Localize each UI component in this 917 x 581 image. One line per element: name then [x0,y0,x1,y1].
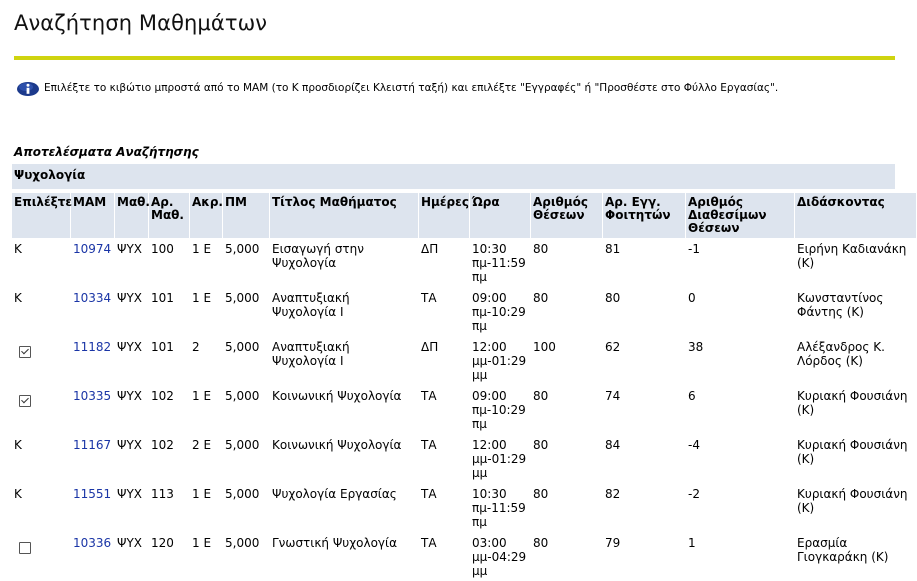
time: 09:00 πμ-10:29 πμ [472,291,526,333]
days: ΔΠ [421,242,439,256]
select-cell: Κ [14,242,22,256]
seats: 80 [533,242,549,256]
info-text: Επιλέξτε το κιβώτιο μπροστά από το ΜΑΜ (το Κ προσδιορίζει Κλειστή ταξή) και επιλέξτε "Εγγραφές" ή "Προσθέστε στο Φύλλο Εργασίας". [44,82,779,94]
time: 10:30 πμ-11:59 πμ [472,487,526,529]
enrolled: 82 [605,487,621,501]
subject-header [12,164,895,189]
enrolled: 84 [605,438,621,452]
select-cell [12,385,71,434]
course-title: Αναπτυξιακή Ψυχολογία Ι [272,340,350,368]
course-title: Γνωστική Ψυχολογία [272,536,397,550]
table-row [12,385,917,434]
page-title: Αναζήτηση Μαθημάτων [14,11,268,35]
available-seats: -1 [688,242,700,256]
subject-code: ΨΥΧ [117,340,142,354]
course-code-cell [71,385,115,434]
column-header: ΠΜ [223,193,270,238]
table-row [12,238,917,287]
select-checkbox[interactable] [19,542,31,554]
enrolled: 81 [605,242,621,256]
credits: 5,000 [225,389,260,403]
table-row [12,336,917,385]
select-cell: Κ [14,487,22,501]
select-checkbox[interactable] [19,395,31,407]
course-title: Ψυχολογία Εργασίας [272,487,397,501]
column-header: Αρ. Μαθ. [149,193,190,238]
credits: 5,000 [225,536,260,550]
course-code-cell [71,287,115,336]
section: 1 Ε [192,242,212,256]
course-title: Κοινωνική Ψυχολογία [272,438,402,452]
column-header: Αριθμός Θέσεων [531,193,603,238]
course-title: Αναπτυξιακή Ψυχολογία Ι [272,291,350,319]
time: 12:00 μμ-01:29 μμ [472,438,527,480]
credits: 5,000 [225,340,260,354]
available-seats: 38 [688,340,704,354]
instructor: Κωνσταντίνος Φάντης (Κ) [797,291,884,319]
days: ΤΑ [421,291,437,305]
results-heading: Αποτελέσματα Αναζήτησης [14,145,199,159]
results-table [12,193,917,581]
subject-label: Ψυχολογία [14,168,86,182]
time: 10:30 πμ-11:59 πμ [472,242,526,284]
section: 2 [192,340,200,354]
course-code-cell [71,532,115,581]
course-code-cell [71,434,115,483]
instructor: Ερασμία Γιογκαράκη (Κ) [797,536,889,564]
seats: 80 [533,389,549,403]
column-header: Τίτλος Μαθήματος [270,193,419,238]
table-row [12,483,917,532]
table-row [12,434,917,483]
course-code-link[interactable]: 11182 [73,340,112,354]
course-code-link[interactable]: 10974 [73,242,112,256]
credits: 5,000 [225,242,260,256]
credits: 5,000 [225,438,260,452]
course-number: 102 [151,438,174,452]
column-header: Μαθ. [115,193,149,238]
section: 2 Ε [192,438,212,452]
section: 1 Ε [192,389,212,403]
column-header: Ώρα [470,193,531,238]
course-code-link[interactable]: 11167 [73,438,112,452]
course-title: Κοινωνική Ψυχολογία [272,389,402,403]
course-code-cell [71,336,115,385]
select-cell [12,532,71,581]
column-header: Ημέρες [419,193,470,238]
subject-code: ΨΥΧ [117,389,142,403]
course-code-link[interactable]: 10335 [73,389,112,403]
instructor: Κυριακή Φουσιάνη (Κ) [797,438,908,466]
course-code-cell [71,483,115,532]
instructor: Ειρήνη Καδιανάκη (Κ) [797,242,907,270]
enrolled: 80 [605,291,621,305]
instructor: Αλέξανδρος Κ. Λόρδος (Κ) [797,340,885,368]
available-seats: 6 [688,389,696,403]
days: ΤΑ [421,487,437,501]
table-row [12,287,917,336]
course-number: 101 [151,291,174,305]
column-header: Ακρ. [190,193,223,238]
days: ΤΑ [421,389,437,403]
course-code-link[interactable]: 11551 [73,487,112,501]
table-header-row [12,193,917,238]
subject-code: ΨΥΧ [117,487,142,501]
time: 12:00 μμ-01:29 μμ [472,340,527,382]
column-header: ΜΑΜ [71,193,115,238]
instructor: Κυριακή Φουσιάνη (Κ) [797,487,908,515]
select-cell: Κ [14,438,22,452]
course-number: 120 [151,536,174,550]
select-checkbox[interactable] [19,346,31,358]
select-cell: Κ [14,291,22,305]
table-row [12,532,917,581]
seats: 80 [533,487,549,501]
course-number: 102 [151,389,174,403]
course-number: 100 [151,242,174,256]
select-cell [12,336,71,385]
column-header: Αρ. Εγγ. Φοιτητών [603,193,686,238]
enrolled: 62 [605,340,621,354]
section: 1 Ε [192,291,212,305]
column-header: Επιλέξτε [12,193,71,238]
seats: 80 [533,438,549,452]
column-header: Διδάσκοντας [795,193,917,238]
available-seats: -4 [688,438,700,452]
course-number: 113 [151,487,174,501]
available-seats: 0 [688,291,696,305]
title-divider [14,56,895,60]
seats: 80 [533,536,549,550]
info-icon [16,81,40,97]
info-message [14,80,895,98]
days: ΤΑ [421,536,437,550]
time: 03:00 μμ-04:29 μμ [472,536,527,578]
subject-code: ΨΥΧ [117,536,142,550]
subject-code: ΨΥΧ [117,242,142,256]
enrolled: 74 [605,389,621,403]
seats: 80 [533,291,549,305]
subject-code: ΨΥΧ [117,291,142,305]
course-code-link[interactable]: 10336 [73,536,112,550]
seats: 100 [533,340,556,354]
course-title: Εισαγωγή στην Ψυχολογία [272,242,364,270]
available-seats: -2 [688,487,700,501]
column-header: Αριθμός Διαθεσίμων Θέσεων [686,193,795,238]
course-code-link[interactable]: 10334 [73,291,112,305]
available-seats: 1 [688,536,696,550]
subject-code: ΨΥΧ [117,438,142,452]
enrolled: 79 [605,536,621,550]
credits: 5,000 [225,487,260,501]
credits: 5,000 [225,291,260,305]
section: 1 Ε [192,487,212,501]
course-number: 101 [151,340,174,354]
course-code-cell [71,238,115,287]
days: ΔΠ [421,340,439,354]
section: 1 Ε [192,536,212,550]
days: ΤΑ [421,438,437,452]
time: 09:00 πμ-10:29 πμ [472,389,526,431]
instructor: Κυριακή Φουσιάνη (Κ) [797,389,908,417]
